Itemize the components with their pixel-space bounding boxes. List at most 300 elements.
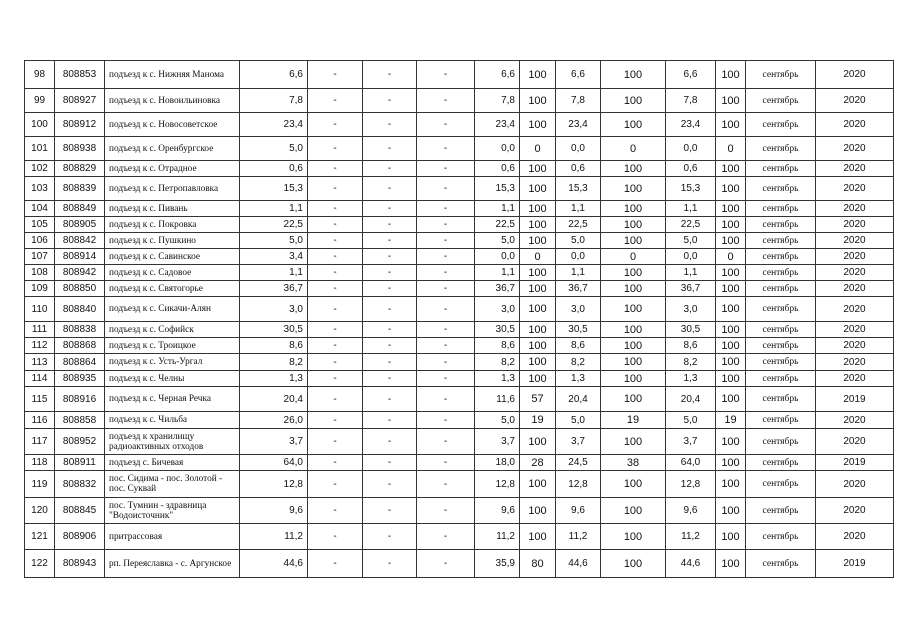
row-number: 102	[25, 161, 55, 177]
value-cell-1: 11,2	[475, 524, 520, 550]
percent-cell-3: 100	[716, 201, 746, 217]
value-cell-3: 5,0	[666, 233, 716, 249]
row-number: 98	[25, 61, 55, 89]
percent-cell-2: 19	[601, 412, 666, 429]
road-name: подъезд к с. Новосоветское	[105, 113, 240, 137]
value-cell-2: 22,5	[556, 217, 601, 233]
percent-cell-3: 100	[716, 177, 746, 201]
percent-cell-3: 100	[716, 322, 746, 338]
percent-cell-1: 100	[520, 61, 556, 89]
percent-cell-2: 0	[601, 249, 666, 265]
year-cell: 2020	[816, 412, 894, 429]
dash-cell-1: -	[308, 113, 363, 137]
year-cell: 2020	[816, 297, 894, 322]
table-row	[25, 297, 894, 322]
month-cell: сентябрь	[746, 429, 816, 455]
percent-cell-1: 100	[520, 217, 556, 233]
value-cell-1: 15,3	[475, 177, 520, 201]
road-code: 808849	[55, 201, 105, 217]
dash-cell-3: -	[417, 550, 475, 578]
dash-cell-2: -	[363, 233, 417, 249]
road-code: 808864	[55, 354, 105, 371]
value-cell-2: 3,7	[556, 429, 601, 455]
percent-cell-1: 100	[520, 322, 556, 338]
road-code: 808842	[55, 233, 105, 249]
row-number: 110	[25, 297, 55, 322]
dash-cell-1: -	[308, 217, 363, 233]
percent-cell-3: 19	[716, 412, 746, 429]
dash-cell-2: -	[363, 201, 417, 217]
dash-cell-3: -	[417, 524, 475, 550]
road-length: 36,7	[240, 281, 308, 297]
percent-cell-2: 100	[601, 322, 666, 338]
percent-cell-3: 100	[716, 471, 746, 498]
percent-cell-3: 100	[716, 113, 746, 137]
value-cell-3: 0,0	[666, 249, 716, 265]
value-cell-1: 30,5	[475, 322, 520, 338]
month-cell: сентябрь	[746, 524, 816, 550]
percent-cell-1: 100	[520, 177, 556, 201]
month-cell: сентябрь	[746, 471, 816, 498]
road-length: 1,1	[240, 201, 308, 217]
row-number: 105	[25, 217, 55, 233]
dash-cell-1: -	[308, 371, 363, 387]
value-cell-3: 6,6	[666, 61, 716, 89]
value-cell-1: 8,2	[475, 354, 520, 371]
month-cell: сентябрь	[746, 265, 816, 281]
value-cell-1: 8,6	[475, 338, 520, 354]
value-cell-1: 7,8	[475, 89, 520, 113]
dash-cell-1: -	[308, 354, 363, 371]
percent-cell-1: 100	[520, 429, 556, 455]
row-number: 108	[25, 265, 55, 281]
percent-cell-1: 100	[520, 161, 556, 177]
dash-cell-2: -	[363, 297, 417, 322]
value-cell-1: 35,9	[475, 550, 520, 578]
table-body	[25, 61, 894, 578]
dash-cell-2: -	[363, 137, 417, 161]
dash-cell-2: -	[363, 455, 417, 471]
year-cell: 2019	[816, 387, 894, 412]
percent-cell-3: 100	[716, 281, 746, 297]
value-cell-3: 44,6	[666, 550, 716, 578]
percent-cell-2: 100	[601, 113, 666, 137]
dash-cell-2: -	[363, 371, 417, 387]
dash-cell-2: -	[363, 429, 417, 455]
dash-cell-3: -	[417, 429, 475, 455]
row-number: 113	[25, 354, 55, 371]
value-cell-2: 1,3	[556, 371, 601, 387]
table-row	[25, 61, 894, 89]
month-cell: сентябрь	[746, 354, 816, 371]
dash-cell-1: -	[308, 471, 363, 498]
percent-cell-3: 100	[716, 233, 746, 249]
table-row	[25, 550, 894, 578]
month-cell: сентябрь	[746, 161, 816, 177]
year-cell: 2020	[816, 249, 894, 265]
percent-cell-3: 100	[716, 61, 746, 89]
road-code: 808839	[55, 177, 105, 201]
dash-cell-3: -	[417, 137, 475, 161]
percent-cell-1: 100	[520, 471, 556, 498]
value-cell-2: 1,1	[556, 265, 601, 281]
table-row	[25, 89, 894, 113]
road-name: подъезд к с. Савинское	[105, 249, 240, 265]
row-number: 104	[25, 201, 55, 217]
year-cell: 2020	[816, 354, 894, 371]
road-length: 26,0	[240, 412, 308, 429]
year-cell: 2020	[816, 498, 894, 524]
road-name: подъезд к с. Отрадное	[105, 161, 240, 177]
value-cell-3: 12,8	[666, 471, 716, 498]
month-cell: сентябрь	[746, 455, 816, 471]
road-name: рп. Переяславка - с. Аргунское	[105, 550, 240, 578]
month-cell: сентябрь	[746, 249, 816, 265]
table-row	[25, 201, 894, 217]
dash-cell-3: -	[417, 455, 475, 471]
percent-cell-3: 100	[716, 550, 746, 578]
value-cell-3: 15,3	[666, 177, 716, 201]
value-cell-2: 1,1	[556, 201, 601, 217]
dash-cell-1: -	[308, 524, 363, 550]
value-cell-3: 8,6	[666, 338, 716, 354]
year-cell: 2020	[816, 137, 894, 161]
percent-cell-1: 100	[520, 354, 556, 371]
table-row	[25, 429, 894, 455]
percent-cell-1: 100	[520, 281, 556, 297]
value-cell-1: 1,3	[475, 371, 520, 387]
dash-cell-1: -	[308, 61, 363, 89]
percent-cell-1: 100	[520, 89, 556, 113]
percent-cell-1: 0	[520, 249, 556, 265]
year-cell: 2020	[816, 61, 894, 89]
year-cell: 2020	[816, 429, 894, 455]
road-name: подъезд к с. Петропавловка	[105, 177, 240, 201]
dash-cell-3: -	[417, 177, 475, 201]
dash-cell-2: -	[363, 338, 417, 354]
road-code: 808829	[55, 161, 105, 177]
dash-cell-3: -	[417, 89, 475, 113]
dash-cell-1: -	[308, 265, 363, 281]
month-cell: сентябрь	[746, 387, 816, 412]
year-cell: 2020	[816, 471, 894, 498]
month-cell: сентябрь	[746, 550, 816, 578]
road-code: 808914	[55, 249, 105, 265]
dash-cell-2: -	[363, 61, 417, 89]
percent-cell-3: 100	[716, 429, 746, 455]
percent-cell-1: 28	[520, 455, 556, 471]
dash-cell-1: -	[308, 550, 363, 578]
road-name: подъезд к с. Святогорье	[105, 281, 240, 297]
value-cell-1: 0,6	[475, 161, 520, 177]
percent-cell-2: 0	[601, 137, 666, 161]
year-cell: 2020	[816, 113, 894, 137]
dash-cell-3: -	[417, 61, 475, 89]
dash-cell-1: -	[308, 161, 363, 177]
value-cell-3: 7,8	[666, 89, 716, 113]
value-cell-3: 23,4	[666, 113, 716, 137]
month-cell: сентябрь	[746, 371, 816, 387]
percent-cell-2: 100	[601, 201, 666, 217]
row-number: 100	[25, 113, 55, 137]
value-cell-2: 15,3	[556, 177, 601, 201]
dash-cell-1: -	[308, 455, 363, 471]
road-length: 20,4	[240, 387, 308, 412]
dash-cell-2: -	[363, 89, 417, 113]
road-code: 808840	[55, 297, 105, 322]
dash-cell-2: -	[363, 217, 417, 233]
table-row	[25, 177, 894, 201]
month-cell: сентябрь	[746, 201, 816, 217]
dash-cell-2: -	[363, 161, 417, 177]
dash-cell-1: -	[308, 297, 363, 322]
table-row	[25, 233, 894, 249]
dash-cell-2: -	[363, 524, 417, 550]
road-length: 7,8	[240, 89, 308, 113]
road-length: 11,2	[240, 524, 308, 550]
road-code: 808912	[55, 113, 105, 137]
percent-cell-2: 100	[601, 524, 666, 550]
percent-cell-2: 100	[601, 61, 666, 89]
road-name: подъезд к с. Черная Речка	[105, 387, 240, 412]
road-length: 0,6	[240, 161, 308, 177]
road-code: 808927	[55, 89, 105, 113]
row-number: 120	[25, 498, 55, 524]
value-cell-2: 11,2	[556, 524, 601, 550]
dash-cell-3: -	[417, 217, 475, 233]
row-number: 101	[25, 137, 55, 161]
table-row	[25, 338, 894, 354]
table-row	[25, 249, 894, 265]
dash-cell-2: -	[363, 281, 417, 297]
percent-cell-3: 100	[716, 371, 746, 387]
dash-cell-2: -	[363, 412, 417, 429]
table-row	[25, 524, 894, 550]
road-name: подъезд к с. Новоильиновка	[105, 89, 240, 113]
road-code: 808853	[55, 61, 105, 89]
value-cell-2: 8,6	[556, 338, 601, 354]
month-cell: сентябрь	[746, 113, 816, 137]
road-data-table	[24, 60, 894, 578]
percent-cell-2: 100	[601, 550, 666, 578]
road-code: 808858	[55, 412, 105, 429]
road-code: 808868	[55, 338, 105, 354]
road-length: 3,0	[240, 297, 308, 322]
value-cell-1: 18,0	[475, 455, 520, 471]
table-row	[25, 387, 894, 412]
year-cell: 2020	[816, 371, 894, 387]
year-cell: 2020	[816, 281, 894, 297]
percent-cell-3: 0	[716, 137, 746, 161]
percent-cell-1: 100	[520, 524, 556, 550]
road-length: 9,6	[240, 498, 308, 524]
dash-cell-3: -	[417, 371, 475, 387]
dash-cell-1: -	[308, 498, 363, 524]
row-number: 99	[25, 89, 55, 113]
percent-cell-3: 100	[716, 217, 746, 233]
value-cell-2: 9,6	[556, 498, 601, 524]
dash-cell-2: -	[363, 113, 417, 137]
table-row	[25, 137, 894, 161]
month-cell: сентябрь	[746, 137, 816, 161]
dash-cell-2: -	[363, 322, 417, 338]
dash-cell-1: -	[308, 233, 363, 249]
dash-cell-1: -	[308, 201, 363, 217]
month-cell: сентябрь	[746, 338, 816, 354]
percent-cell-3: 100	[716, 524, 746, 550]
month-cell: сентябрь	[746, 217, 816, 233]
month-cell: сентябрь	[746, 233, 816, 249]
row-number: 121	[25, 524, 55, 550]
value-cell-2: 30,5	[556, 322, 601, 338]
road-code: 808911	[55, 455, 105, 471]
percent-cell-2: 100	[601, 177, 666, 201]
year-cell: 2020	[816, 338, 894, 354]
row-number: 122	[25, 550, 55, 578]
dash-cell-3: -	[417, 161, 475, 177]
percent-cell-2: 100	[601, 371, 666, 387]
month-cell: сентябрь	[746, 412, 816, 429]
value-cell-3: 22,5	[666, 217, 716, 233]
road-code: 808952	[55, 429, 105, 455]
road-name: подъезд к с. Оренбургское	[105, 137, 240, 161]
value-cell-2: 36,7	[556, 281, 601, 297]
dash-cell-3: -	[417, 201, 475, 217]
month-cell: сентябрь	[746, 177, 816, 201]
table-row	[25, 354, 894, 371]
road-length: 5,0	[240, 137, 308, 161]
row-number: 114	[25, 371, 55, 387]
road-name: подъезд к с. Сикачи-Алян	[105, 297, 240, 322]
year-cell: 2020	[816, 217, 894, 233]
road-name: подъезд к с. Пивань	[105, 201, 240, 217]
value-cell-2: 7,8	[556, 89, 601, 113]
value-cell-3: 20,4	[666, 387, 716, 412]
value-cell-1: 3,7	[475, 429, 520, 455]
dash-cell-2: -	[363, 265, 417, 281]
value-cell-1: 9,6	[475, 498, 520, 524]
dash-cell-1: -	[308, 387, 363, 412]
percent-cell-3: 100	[716, 297, 746, 322]
road-name: подъезд к с. Усть-Ургал	[105, 354, 240, 371]
road-code: 808845	[55, 498, 105, 524]
percent-cell-1: 100	[520, 498, 556, 524]
percent-cell-2: 38	[601, 455, 666, 471]
row-number: 109	[25, 281, 55, 297]
month-cell: сентябрь	[746, 281, 816, 297]
value-cell-3: 5,0	[666, 412, 716, 429]
value-cell-2: 5,0	[556, 233, 601, 249]
road-length: 15,3	[240, 177, 308, 201]
dash-cell-3: -	[417, 471, 475, 498]
value-cell-1: 0,0	[475, 249, 520, 265]
percent-cell-1: 100	[520, 338, 556, 354]
dash-cell-1: -	[308, 322, 363, 338]
value-cell-1: 22,5	[475, 217, 520, 233]
dash-cell-3: -	[417, 338, 475, 354]
road-length: 5,0	[240, 233, 308, 249]
dash-cell-3: -	[417, 412, 475, 429]
value-cell-1: 6,6	[475, 61, 520, 89]
dash-cell-2: -	[363, 550, 417, 578]
percent-cell-1: 100	[520, 371, 556, 387]
year-cell: 2020	[816, 89, 894, 113]
percent-cell-3: 100	[716, 161, 746, 177]
table-row	[25, 498, 894, 524]
value-cell-2: 6,6	[556, 61, 601, 89]
dash-cell-3: -	[417, 281, 475, 297]
percent-cell-1: 57	[520, 387, 556, 412]
row-number: 117	[25, 429, 55, 455]
dash-cell-1: -	[308, 429, 363, 455]
road-length: 64,0	[240, 455, 308, 471]
table-row	[25, 371, 894, 387]
row-number: 118	[25, 455, 55, 471]
dash-cell-1: -	[308, 281, 363, 297]
value-cell-1: 12,8	[475, 471, 520, 498]
road-length: 22,5	[240, 217, 308, 233]
year-cell: 2020	[816, 201, 894, 217]
value-cell-2: 20,4	[556, 387, 601, 412]
road-length: 6,6	[240, 61, 308, 89]
row-number: 106	[25, 233, 55, 249]
value-cell-3: 0,0	[666, 137, 716, 161]
row-number: 103	[25, 177, 55, 201]
value-cell-3: 11,2	[666, 524, 716, 550]
dash-cell-3: -	[417, 233, 475, 249]
table-row	[25, 455, 894, 471]
table-row	[25, 281, 894, 297]
road-code: 808838	[55, 322, 105, 338]
road-name: подъезд к с. Троицкое	[105, 338, 240, 354]
month-cell: сентябрь	[746, 498, 816, 524]
value-cell-2: 3,0	[556, 297, 601, 322]
dash-cell-3: -	[417, 265, 475, 281]
dash-cell-3: -	[417, 297, 475, 322]
table-row	[25, 265, 894, 281]
value-cell-1: 1,1	[475, 201, 520, 217]
year-cell: 2020	[816, 322, 894, 338]
value-cell-3: 36,7	[666, 281, 716, 297]
year-cell: 2020	[816, 233, 894, 249]
road-length: 23,4	[240, 113, 308, 137]
road-name: подъезд к хранилищу радиоактивных отходов	[105, 429, 240, 455]
road-code: 808935	[55, 371, 105, 387]
percent-cell-2: 100	[601, 471, 666, 498]
road-code: 808942	[55, 265, 105, 281]
road-code: 808905	[55, 217, 105, 233]
road-name: пос. Сидима - пос. Золотой - пос. Суквай	[105, 471, 240, 498]
month-cell: сентябрь	[746, 61, 816, 89]
percent-cell-3: 0	[716, 249, 746, 265]
value-cell-3: 0,6	[666, 161, 716, 177]
dash-cell-1: -	[308, 338, 363, 354]
dash-cell-1: -	[308, 249, 363, 265]
year-cell: 2019	[816, 455, 894, 471]
road-length: 3,4	[240, 249, 308, 265]
percent-cell-2: 100	[601, 281, 666, 297]
percent-cell-1: 80	[520, 550, 556, 578]
percent-cell-1: 100	[520, 113, 556, 137]
value-cell-3: 3,0	[666, 297, 716, 322]
year-cell: 2020	[816, 161, 894, 177]
month-cell: сентябрь	[746, 89, 816, 113]
value-cell-1: 11,6	[475, 387, 520, 412]
value-cell-3: 1,1	[666, 201, 716, 217]
value-cell-2: 5,0	[556, 412, 601, 429]
road-length: 8,2	[240, 354, 308, 371]
road-length: 1,3	[240, 371, 308, 387]
